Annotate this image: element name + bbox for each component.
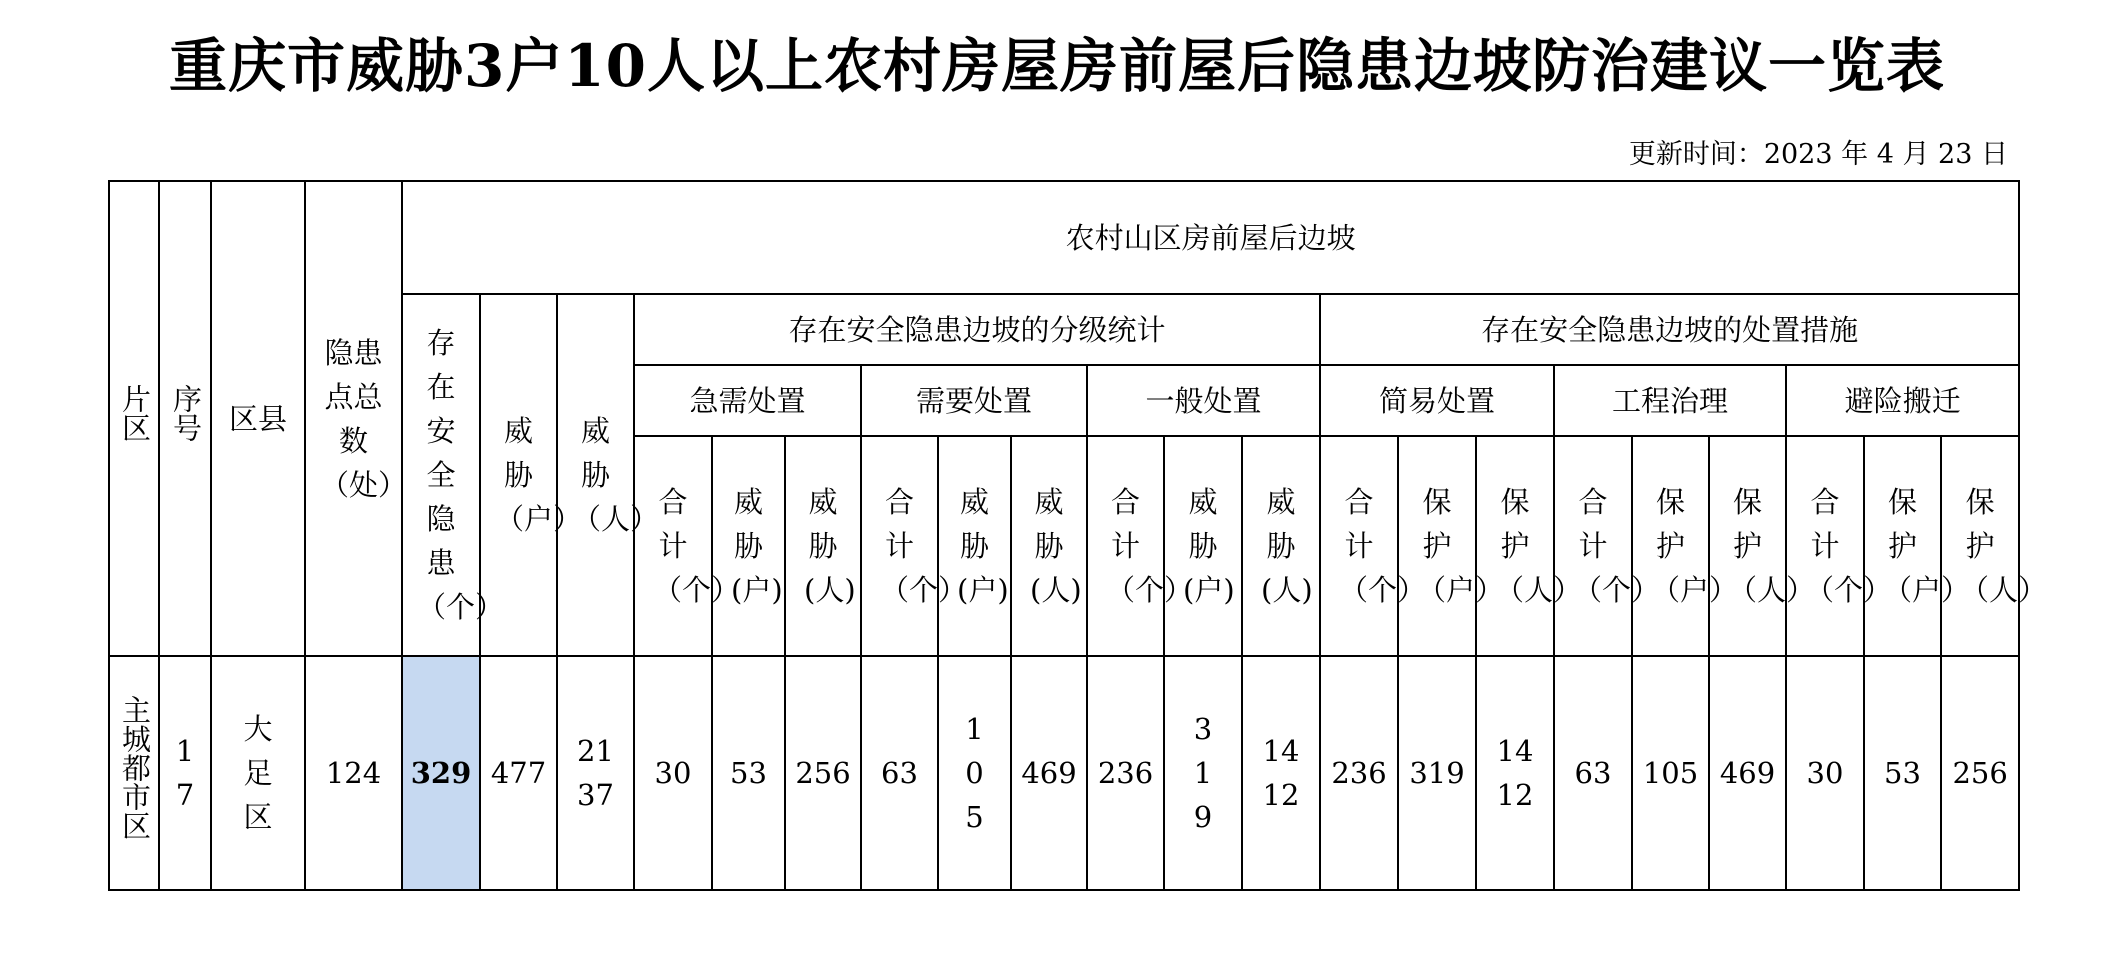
cell-simple-total: 236: [1320, 656, 1398, 890]
header-urgent-total: 合计（个）: [634, 436, 712, 656]
hazard-table: [108, 180, 2048, 891]
header-no: 序号: [159, 181, 211, 656]
header-simple-total: 合计（个）: [1320, 436, 1398, 656]
header-urgent: 急需处置: [634, 365, 861, 436]
cell-relocate-protect-households: 53: [1864, 656, 1941, 890]
header-general-threat-households: 威胁(户): [1164, 436, 1242, 656]
header-relocate-protect-households: 保护（户）: [1864, 436, 1941, 656]
cell-need-threat-households: 105: [938, 656, 1011, 890]
cell-engineering-protect-households: 105: [1632, 656, 1709, 890]
header-general: 一般处置: [1087, 365, 1320, 436]
header-general-threat-people: 威胁(人): [1242, 436, 1320, 656]
cell-general-threat-households: 319: [1164, 656, 1242, 890]
header-general-total: 合计（个）: [1087, 436, 1164, 656]
header-engineering-protect-people: 保护（人）: [1709, 436, 1786, 656]
cell-simple-protect-people: 1412: [1476, 656, 1554, 890]
header-engineering-protect-households: 保护（户）: [1632, 436, 1709, 656]
header-group-stats: 存在安全隐患边坡的分级统计: [634, 294, 1320, 365]
cell-no: 17: [159, 656, 211, 890]
header-urgent-threat-people: 威胁(人): [785, 436, 861, 656]
header-total: 隐患点总数（处）: [305, 181, 402, 656]
cell-zone: 主城都市区: [109, 656, 159, 890]
header-relocate-total: 合计（个）: [1786, 436, 1864, 656]
cell-total: 124: [305, 656, 402, 890]
header-relocate: 避险搬迁: [1786, 365, 2019, 436]
cell-relocate-total: 30: [1786, 656, 1864, 890]
header-group-main: 农村山区房前屋后边坡: [402, 181, 2019, 294]
header-relocate-protect-people: 保护（人）: [1941, 436, 2019, 656]
header-threat-households: 威胁（户）: [480, 294, 557, 656]
header-need: 需要处置: [861, 365, 1087, 436]
table-row: [109, 656, 2019, 890]
cell-urgent-total: 30: [634, 656, 712, 890]
header-need-threat-people: 威胁(人): [1011, 436, 1087, 656]
header-threat-people: 威胁（人）: [557, 294, 634, 656]
header-need-total: 合计（个）: [861, 436, 938, 656]
cell-threat-people: 2137: [557, 656, 634, 890]
cell-simple-protect-households: 319: [1398, 656, 1476, 890]
header-simple: 简易处置: [1320, 365, 1554, 436]
cell-county: 大足区: [211, 656, 305, 890]
cell-exist: 329: [402, 656, 480, 890]
cell-urgent-threat-households: 53: [712, 656, 785, 890]
cell-need-threat-people: 469: [1011, 656, 1087, 890]
header-zone: 片区: [109, 181, 159, 656]
update-time: 更新时间：2023 年 4 月 23 日: [1628, 139, 2008, 170]
header-simple-protect-households: 保护（户）: [1398, 436, 1476, 656]
cell-need-total: 63: [861, 656, 938, 890]
cell-urgent-threat-people: 256: [785, 656, 861, 890]
header-group-measures: 存在安全隐患边坡的处置措施: [1320, 294, 2019, 365]
cell-engineering-protect-people: 469: [1709, 656, 1786, 890]
cell-engineering-total: 63: [1554, 656, 1632, 890]
page-title: 重庆市威胁3户10人以上农村房屋房前屋后隐患边坡防治建议一览表: [168, 32, 1946, 100]
header-engineering-total: 合计（个）: [1554, 436, 1632, 656]
cell-relocate-protect-people: 256: [1941, 656, 2019, 890]
cell-threat-households: 477: [480, 656, 557, 890]
header-need-threat-households: 威胁(户): [938, 436, 1011, 656]
header-urgent-threat-households: 威胁(户): [712, 436, 785, 656]
cell-general-total: 236: [1087, 656, 1164, 890]
header-engineering: 工程治理: [1554, 365, 1786, 436]
header-county: 区县: [211, 181, 305, 656]
header-exist: 存在安全隐患（个）: [402, 294, 480, 656]
header-simple-protect-people: 保护（人）: [1476, 436, 1554, 656]
cell-general-threat-people: 1412: [1242, 656, 1320, 890]
